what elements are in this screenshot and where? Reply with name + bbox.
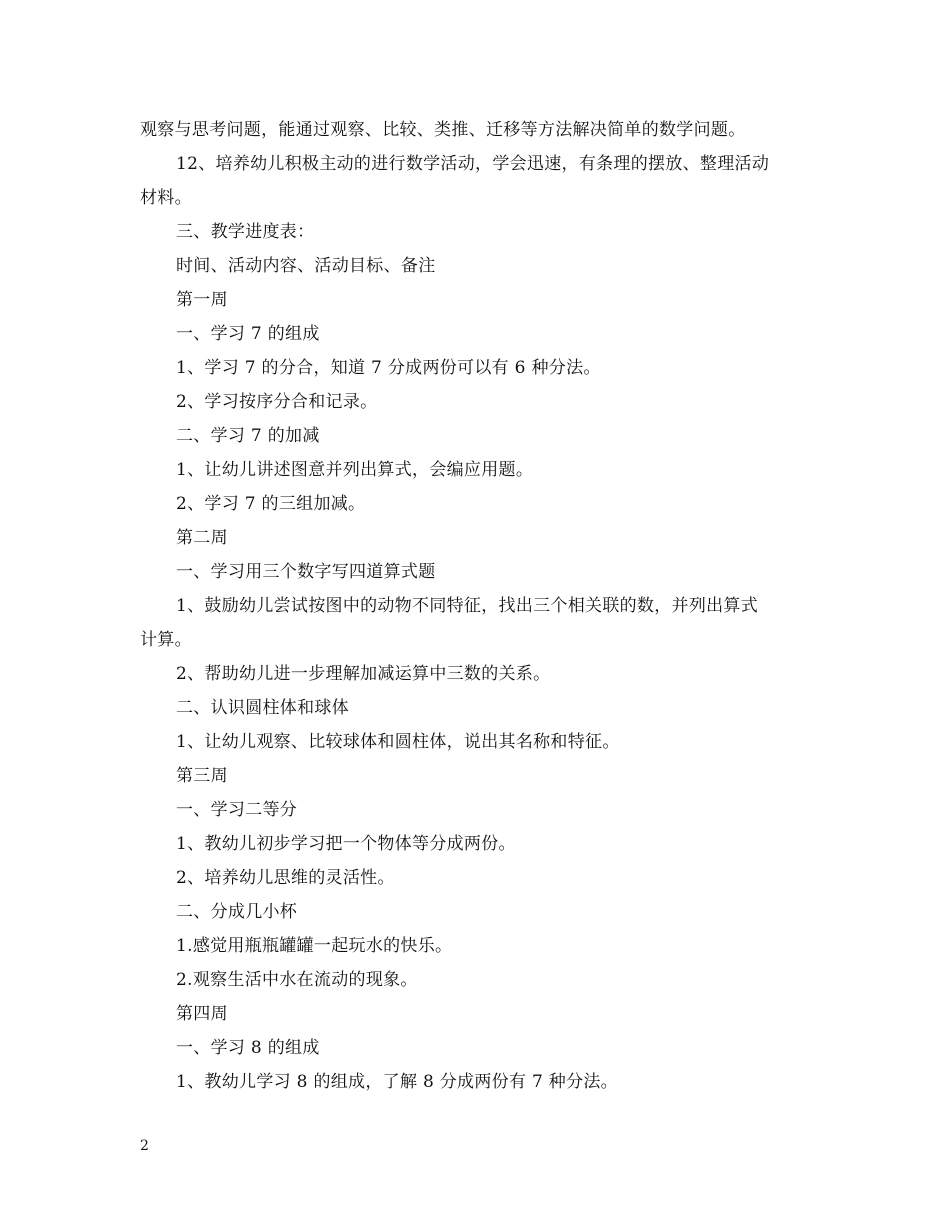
text-line: 一、学习 8 的组成 xyxy=(176,1038,320,1058)
text-line: 1、教幼儿初步学习把一个物体等分成两份。 xyxy=(176,834,516,854)
text-line: 1.感觉用瓶瓶罐罐一起玩水的快乐。 xyxy=(176,936,453,956)
text-line: 二、分成几小杯 xyxy=(176,902,298,922)
text-line: 观察与思考问题，能通过观察、比较、类推、迁移等方法解决简单的数学问题。 xyxy=(140,120,746,140)
text-line: 1、让幼儿观察、比较球体和圆柱体，说出其名称和特征。 xyxy=(176,732,620,752)
text-line: 一、学习 7 的组成 xyxy=(176,324,320,344)
text-line: 一、学习二等分 xyxy=(176,800,298,820)
text-line: 2、培养幼儿思维的灵活性。 xyxy=(176,868,395,888)
page-number: 2 xyxy=(140,1138,149,1154)
text-line: 1、让幼儿讲述图意并列出算式，会编应用题。 xyxy=(176,460,534,480)
text-line: 2、学习按序分合和记录。 xyxy=(176,392,378,412)
text-line: 材料。 xyxy=(140,188,192,208)
text-line: 2.观察生活中水在流动的现象。 xyxy=(176,970,418,990)
document-body xyxy=(140,113,820,1099)
text-line: 1、鼓励幼儿尝试按图中的动物不同特征，找出三个相关联的数，并列出算式 xyxy=(176,596,759,616)
text-line: 1、教幼儿学习 8 的组成，了解 8 分成两份有 7 种分法。 xyxy=(176,1072,618,1092)
text-line: 1、学习 7 的分合，知道 7 分成两份可以有 6 种分法。 xyxy=(176,358,601,378)
text-line: 二、认识圆柱体和球体 xyxy=(176,698,349,718)
text-line: 第一周 xyxy=(176,290,228,310)
text-line: 第三周 xyxy=(176,766,228,786)
text-line: 二、学习 7 的加减 xyxy=(176,426,320,446)
text-line: 2、学习 7 的三组加减。 xyxy=(176,494,366,514)
text-line: 2、帮助幼儿进一步理解加减运算中三数的关系。 xyxy=(176,664,551,684)
text-line: 第二周 xyxy=(176,528,228,548)
text-line: 一、学习用三个数字写四道算式题 xyxy=(176,562,436,582)
text-line: 12、培养幼儿积极主动的进行数学活动，学会迅速，有条理的摆放、整理活动 xyxy=(176,154,770,174)
text-line: 计算。 xyxy=(140,630,192,650)
text-line: 第四周 xyxy=(176,1004,228,1024)
text-line: 三、教学进度表： xyxy=(176,222,315,242)
text-line: 时间、活动内容、活动目标、备注 xyxy=(176,256,436,276)
